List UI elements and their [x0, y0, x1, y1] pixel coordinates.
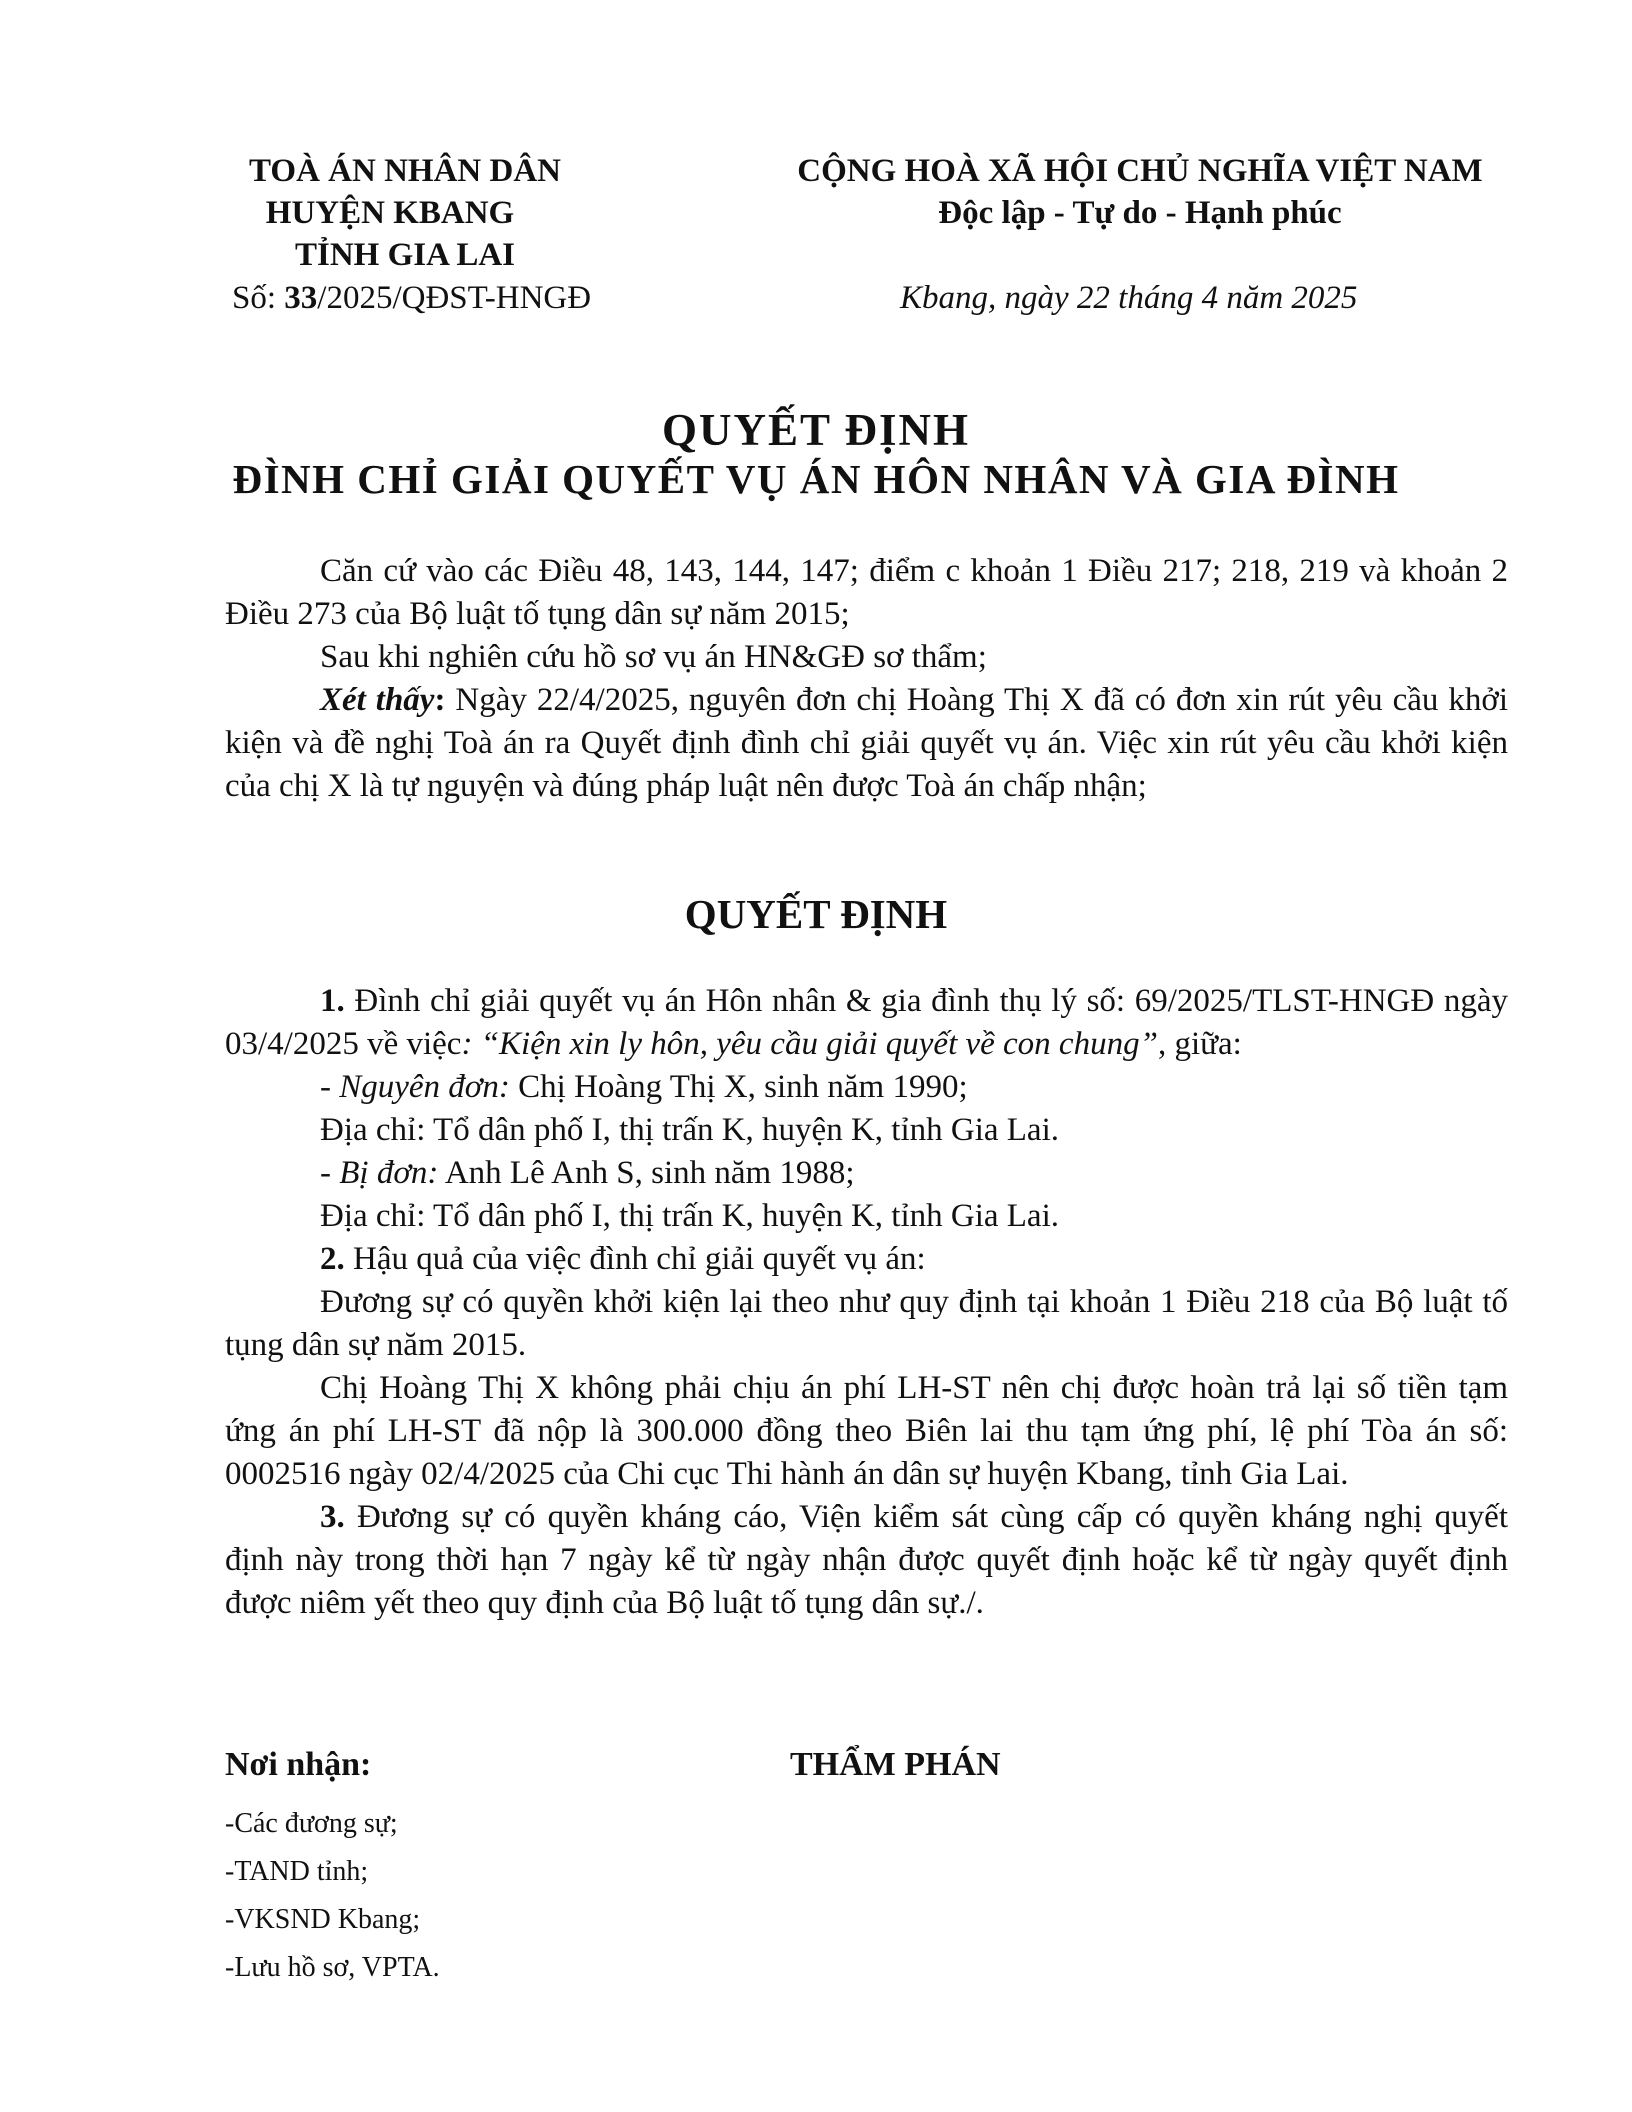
document-number-suffix: /2025/QĐST-HNGĐ [317, 280, 592, 316]
considering-label: Xét thấy [320, 682, 435, 718]
defendant-address: Địa chỉ: Tổ dân phố I, thị trấn K, huyện K, tỉnh Gia Lai. [320, 1198, 1059, 1234]
decision-item-2 [225, 1238, 1508, 1281]
item-3-number: 3. [320, 1499, 345, 1535]
research-paragraph: Sau khi nghiên cứu hồ sơ vụ án HN&GĐ sơ thẩm; [320, 639, 987, 675]
court-province: TỈNH GIA LAI [294, 237, 516, 273]
document-title: QUYẾT ĐỊNH [662, 405, 970, 455]
recipients-list [225, 1800, 440, 1992]
court-header [210, 150, 600, 276]
document-subtitle: ĐÌNH CHỈ GIẢI QUYẾT VỤ ÁN HÔN NHÂN VÀ GIA ĐÌNH [232, 456, 1400, 502]
recipient-item: -Các đương sự; [225, 1808, 398, 1839]
recipients-title: Nơi nhận: [225, 1746, 372, 1783]
considering-colon: : [434, 682, 456, 718]
plaintiff-text: Chị Hoàng Thị X, sinh năm 1990; [509, 1069, 968, 1105]
court-district: HUYỆN KBANG [265, 195, 515, 231]
decision-item-1 [225, 980, 1508, 1066]
place-and-date: Kbang, ngày 22 tháng 4 năm 2025 [900, 280, 1358, 316]
decision-item-3 [225, 1496, 1508, 1625]
item-1-text: Đình chỉ giải quyết vụ án Hôn nhân & gia đình thụ lý số: 69/2025/TLST-HNGĐ ngày 03/4/2025 về việc [225, 983, 1508, 1062]
defendant-text: Anh Lê Anh S, sinh năm 1988; [438, 1155, 855, 1191]
recipient-item: -TAND tỉnh; [225, 1856, 369, 1887]
item-2-paragraph-1: Đương sự có quyền khởi kiện lại theo như quy định tại khoản 1 Điều 218 của Bộ luật tố tụng dân sự năm 2015. [225, 1284, 1508, 1363]
plaintiff-line [225, 1066, 1508, 1109]
considering-text: Ngày 22/4/2025, nguyên đơn chị Hoàng Thị X đã có đơn xin rút yêu cầu khởi kiện và đề nghị Toà án ra Quyết định đình chỉ giải quyết vụ án. Việc xin rút yêu cầu khởi kiện của chị X là tự nguyện và đúng pháp luật nên được Toà án chấp nhận; [225, 682, 1508, 804]
item-2-number: 2. [320, 1241, 345, 1277]
item-1-number: 1. [320, 983, 345, 1019]
plaintiff-label: - Nguyên đơn: [320, 1069, 510, 1105]
document-number-prefix: Số: [232, 280, 285, 316]
item-2-paragraph-2: Chị Hoàng Thị X không phải chịu án phí LH-ST nên chị được hoàn trả lại số tiền tạm ứng án phí LH-ST đã nộp là 300.000 đồng theo Biên lai thu tạm ứng phí, lệ phí Tòa án số: 0002516 ngày 02/4/2025 của Chi cục Thi hành án dân sự huyện Kbang, tỉnh Gia Lai. [225, 1370, 1508, 1492]
defendant-label: - Bị đơn: [320, 1155, 439, 1191]
recipient-item: -Lưu hồ sơ, VPTA. [225, 1952, 440, 1983]
national-header [770, 150, 1510, 234]
signature-title: THẨM PHÁN [790, 1746, 1001, 1783]
document-number-value: 33 [284, 280, 318, 316]
plaintiff-address: Địa chỉ: Tổ dân phố I, thị trấn K, huyện K, tỉnh Gia Lai. [320, 1112, 1059, 1148]
recipient-item: -VKSND Kbang; [225, 1904, 421, 1935]
court-name: TOÀ ÁN NHÂN DÂN [249, 153, 561, 189]
preamble [225, 550, 1508, 808]
item-3-text: Đương sự có quyền kháng cáo, Viện kiểm sát cùng cấp có quyền kháng nghị quyết định này trong thời hạn 7 ngày kể từ ngày nhận được quyết định hoặc kể từ ngày quyết định được niêm yết theo quy định của Bộ luật tố tụng dân sự./. [225, 1499, 1508, 1621]
national-motto: Độc lập - Tự do - Hạnh phúc [938, 195, 1342, 231]
nation-name: CỘNG HOÀ XÃ HỘI CHỦ NGHĨA VIỆT NAM [797, 153, 1483, 189]
document-number [232, 280, 591, 317]
legal-basis-paragraph: Căn cứ vào các Điều 48, 143, 144, 147; điểm c khoản 1 Điều 217; 218, 219 và khoản 2 Điều 273 của Bộ luật tố tụng dân sự năm 2015; [225, 553, 1508, 632]
item-1-subject: : “Kiện xin ly hôn, yêu cầu giải quyết về con chung” [461, 1026, 1158, 1062]
item-1-end: , giữa: [1157, 1026, 1242, 1062]
decision-body [225, 980, 1508, 1625]
considering-paragraph [225, 679, 1508, 808]
decision-heading: QUYẾT ĐỊNH [684, 891, 948, 937]
item-2-text: Hậu quả của việc đình chỉ giải quyết vụ án: [344, 1241, 926, 1277]
defendant-line [225, 1152, 1508, 1195]
